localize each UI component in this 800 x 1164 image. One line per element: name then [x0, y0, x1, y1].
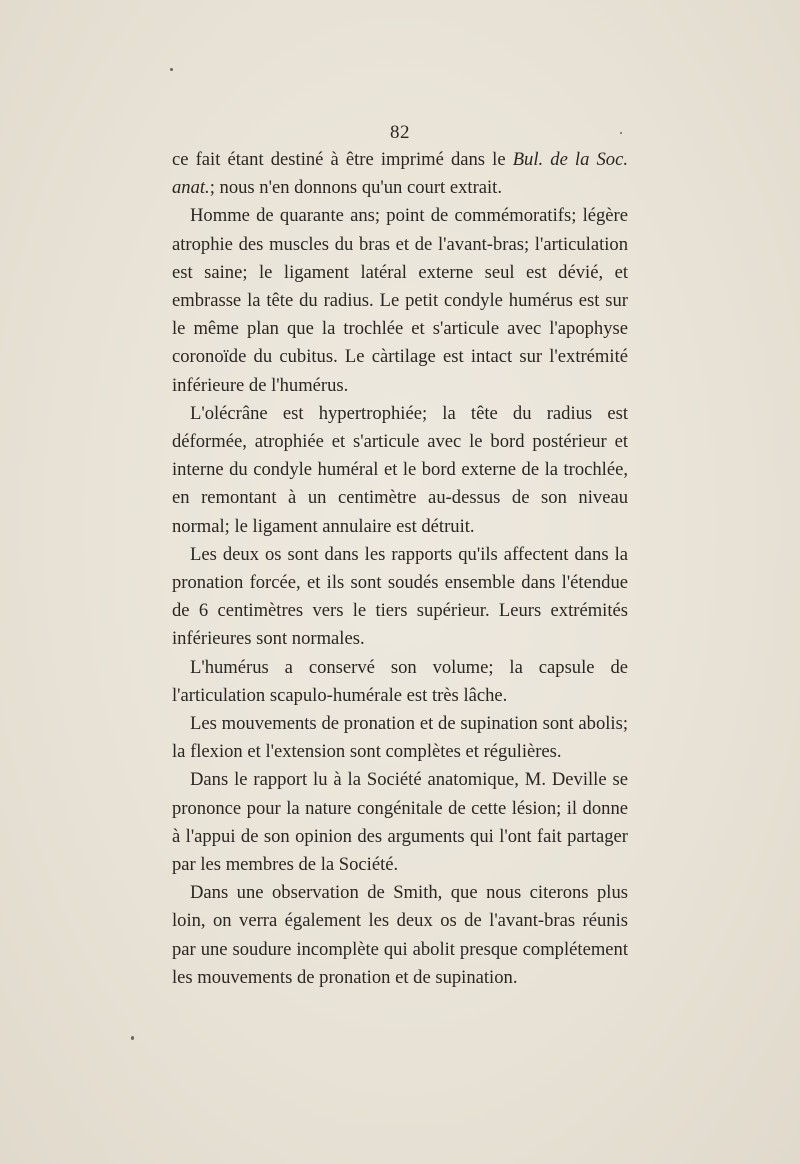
paper-speck [620, 132, 622, 134]
paper-speck [170, 68, 173, 71]
paragraph [172, 879, 628, 992]
paragraph [172, 766, 628, 879]
paragraph [172, 146, 628, 202]
paragraph-text: L'humérus a conservé son volume; la capsule de l'articulation scapulo-humérale est très lâche. [172, 656, 628, 706]
paragraph-text: ; nous n'en donnons qu'un court extrait. [209, 177, 502, 199]
paragraph-text: ce fait étant destiné à être imprimé dans le [172, 149, 513, 170]
page-number: 82 [390, 122, 410, 143]
paragraph [172, 654, 628, 710]
paragraph-text: Homme de quarante ans; point de commémoratifs; légère atrophie des muscles du bras et de l'avant-bras; l'articulation est saine; le ligament latéral externe seul est dévié, et embrasse la tête du radius. Le petit condyle humérus est sur le même plan que la trochlée et s'articule avec l'apophyse coronoïde du cubitus. Le càrtilage est intact sur l'extrémité inférieure de l'humérus. [172, 205, 628, 396]
paragraph-text: Dans une observation de Smith, que nous citerons plus loin, on verra également les deux os de l'avant-bras réunis par une soudure incomplète qui abolit presque complétement les mouvements de pronation et de supination. [172, 882, 628, 988]
paragraph-text: Les mouvements de pronation et de supination sont abolis; la flexion et l'extension sont complètes et régulières. [172, 713, 628, 763]
paragraph-text: Les deux os sont dans les rapports qu'ils affectent dans la pronation forcée, et ils sont soudés ensemble dans l'étendue de 6 centimètres vers le tiers supérieur. Leurs extrémités inférieures sont normales. [172, 543, 628, 650]
body-text [172, 146, 628, 992]
paper-speck [131, 1036, 134, 1040]
paragraph [172, 202, 628, 399]
paragraph-text: Dans le rapport lu à la Société anatomique, M. Deville se prononce pour la nature congénitale de cette lésion; il donne à l'appui de son opinion des arguments qui l'ont fait partager par les membres de la Société. [172, 769, 628, 876]
paragraph-text: L'olécrâne est hypertrophiée; la tête du radius est déformée, atrophiée et s'articule avec le bord postérieur et interne du condyle huméral et le bord externe de la trochlée, en remontant à un centimètre au-dessus de son niveau normal; le ligament annulaire est détruit. [172, 402, 628, 537]
paragraph [172, 541, 628, 654]
paragraph [172, 400, 628, 541]
journal-title: Bul. de la Soc. anat. [172, 149, 628, 199]
paragraph [172, 710, 628, 766]
